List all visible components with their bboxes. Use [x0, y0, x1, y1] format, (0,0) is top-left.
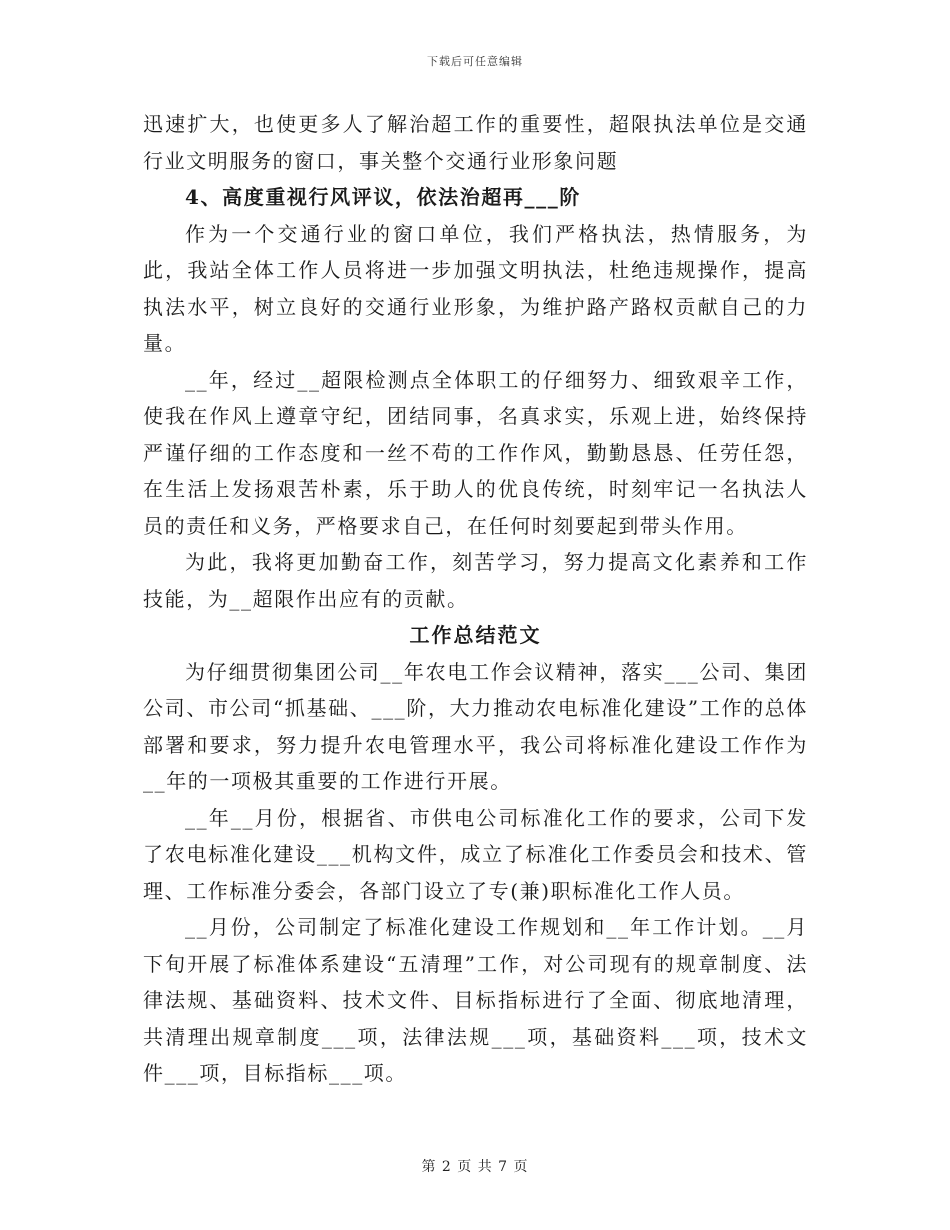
paragraph: __年，经过__超限检测点全体职工的仔细努力、细致艰辛工作，使我在作风上遵章守纪，团结同事，名真求实，乐观上进，始终保持严谨仔细的工作态度和一丝不苟的工作作风，勤勤恳恳、任劳任怨，在生活上发扬艰苦朴素，乐于助人的优良传统，时刻牢记一名执法人员的责任和义务，严格要求自己，在任何时刻要起到带头作用。	[143, 367, 808, 538]
paragraph: 作为一个交通行业的窗口单位，我们严格执法，热情服务，为此，我站全体工作人员将进一步加强文明执法，杜绝违规操作，提高执法水平，树立良好的交通行业形象，为维护路产路权贡献自己的力量。	[143, 221, 808, 355]
paragraph: __年__月份，根据省、市供电公司标准化工作的要求，公司下发了农电标准化建设___机构文件，成立了标准化工作委员会和技术、管理、工作标准分委会，各部门设立了专(兼)职标准化工作人员。	[143, 805, 808, 903]
section-heading-4: 4、高度重视行风评议，依法治超再___阶	[185, 185, 581, 209]
document-body	[143, 106, 808, 1092]
paragraph-continuation: 迅速扩大，也使更多人了解治超工作的重要性，超限执法单位是交通行业文明服务的窗口，事关整个交通行业形象问题	[143, 112, 808, 173]
paragraph: __月份，公司制定了标准化建设工作规划和__年工作计划。__月下旬开展了标准体系建设“五清理”工作，对公司现有的规章制度、法律法规、基础资料、技术文件、目标指标进行了全面、彻底地清理，共清理出规章制度___项，法律法规___项，基础资料___项，技术文件___项，目标指标___项。	[143, 915, 808, 1085]
paragraph: 为此，我将更加勤奋工作，刻苦学习，努力提高文化素养和工作技能，为__超限作出应有的贡献。	[143, 550, 808, 611]
header-note: 下载后可任意编辑	[427, 55, 523, 68]
paragraph: 为仔细贯彻集团公司__年农电工作会议精神，落实___公司、集团公司、市公司“抓基础、___阶，大力推动农电标准化建设”工作的总体部署和要求，努力提升农电管理水平，我公司将标准化建设工作作为__年的一项极其重要的工作进行开展。	[143, 659, 808, 793]
page-number: 第 2 页 共 7 页	[421, 1159, 529, 1175]
section-title: 工作总结范文	[409, 623, 542, 647]
